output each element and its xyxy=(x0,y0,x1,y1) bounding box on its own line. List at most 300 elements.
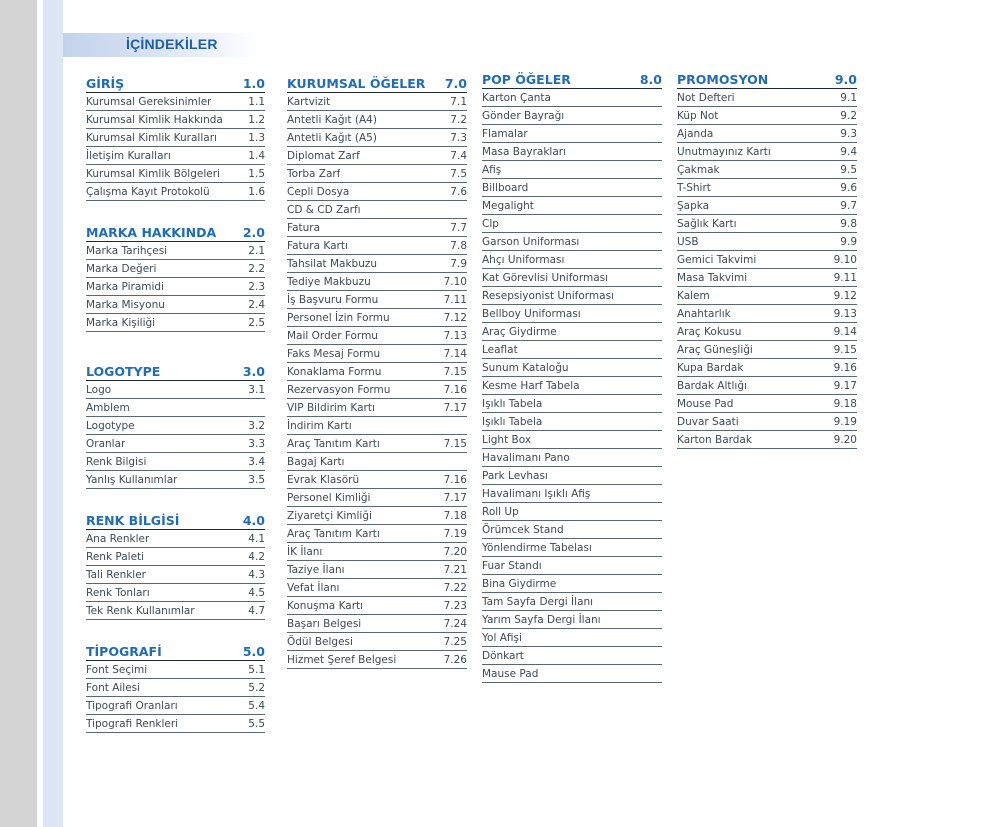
toc-entry[interactable] xyxy=(482,251,662,269)
entry-label: Light Box xyxy=(482,434,532,446)
toc-entry[interactable] xyxy=(287,327,467,345)
section-heading[interactable] xyxy=(482,71,662,89)
toc-column-4 xyxy=(677,71,857,449)
entry-label: Resepsiyonist Uniforması xyxy=(482,290,614,302)
toc-entry[interactable] xyxy=(86,165,265,183)
section-heading[interactable] xyxy=(86,224,265,242)
entry-label: Masa Bayrakları xyxy=(482,146,567,158)
toc-entry[interactable] xyxy=(677,377,857,395)
toc-entry[interactable] xyxy=(287,363,467,381)
entry-number: 4.2 xyxy=(248,551,265,563)
entry-label: Sunum Kataloğu xyxy=(482,362,569,374)
toc-entry[interactable] xyxy=(86,129,265,147)
toc-entry[interactable] xyxy=(482,197,662,215)
toc-section xyxy=(86,512,265,620)
entry-label: VIP Bildirim Kartı xyxy=(287,402,375,414)
toc-entry[interactable] xyxy=(677,359,857,377)
entry-label: Çakmak xyxy=(677,164,720,176)
entry-label: Kartvizit xyxy=(287,96,331,108)
entry-label: Tipografi Oranları xyxy=(86,700,178,712)
toc-entry[interactable] xyxy=(482,611,662,629)
entry-label: Faks Mesaj Formu xyxy=(287,348,381,360)
toc-entry[interactable] xyxy=(482,125,662,143)
toc-entry[interactable] xyxy=(287,147,467,165)
entry-label: Araç Giydirme xyxy=(482,326,557,338)
toc-entry[interactable] xyxy=(287,489,467,507)
entry-label: Araç Tanıtım Kartı xyxy=(287,438,380,450)
toc-entry[interactable] xyxy=(482,557,662,575)
toc-entry[interactable] xyxy=(677,143,857,161)
entry-number: 9.19 xyxy=(833,416,857,428)
entry-label: Mail Order Formu xyxy=(287,330,378,342)
toc-entry[interactable] xyxy=(482,215,662,233)
toc-section xyxy=(86,363,265,489)
toc-entry[interactable] xyxy=(287,291,467,309)
entry-label: İndirim Kartı xyxy=(287,420,352,432)
entry-label: Çalışma Kayıt Protokolü xyxy=(86,186,210,198)
toc-entry[interactable] xyxy=(86,661,265,679)
toc-entry[interactable] xyxy=(287,201,467,219)
toc-entry[interactable] xyxy=(482,485,662,503)
entry-number: 5.2 xyxy=(248,682,265,694)
entry-number: 1.6 xyxy=(248,186,265,198)
entry-label: Sağlık Kartı xyxy=(677,218,737,230)
toc-entry[interactable] xyxy=(677,125,857,143)
entry-number: 9.7 xyxy=(840,200,857,212)
toc-entry[interactable] xyxy=(677,431,857,449)
entry-label: Park Levhası xyxy=(482,470,548,482)
section-number: 8.0 xyxy=(639,72,662,87)
toc-entry[interactable] xyxy=(677,107,857,125)
toc-entry[interactable] xyxy=(287,273,467,291)
entry-label: Rezervasyon Formu xyxy=(287,384,391,396)
entry-label: Fuar Standı xyxy=(482,560,542,572)
entry-number: 7.12 xyxy=(443,312,467,324)
toc-entry[interactable] xyxy=(482,521,662,539)
toc-entry[interactable] xyxy=(287,129,467,147)
section-number: 7.0 xyxy=(444,76,467,91)
toc-section xyxy=(677,71,857,449)
entry-label: Ajanda xyxy=(677,128,714,140)
entry-label: Renk Bilgisi xyxy=(86,456,147,468)
toc-entry[interactable] xyxy=(86,93,265,111)
entry-label: Taziye İlanı xyxy=(287,564,345,576)
entry-label: Tahsilat Makbuzu xyxy=(287,258,378,270)
entry-label: Kurumsal Gereksinimler xyxy=(86,96,212,108)
section-title: POP ÖĞELER xyxy=(482,72,571,87)
entry-number: 3.2 xyxy=(248,420,265,432)
toc-entry[interactable] xyxy=(482,377,662,395)
entry-label: Renk Tonları xyxy=(86,587,150,599)
entry-label: Araç Tanıtım Kartı xyxy=(287,528,380,540)
toc-entry[interactable] xyxy=(677,215,857,233)
toc-entry[interactable] xyxy=(677,161,857,179)
toc-entry[interactable] xyxy=(287,453,467,471)
toc-entry[interactable] xyxy=(287,165,467,183)
entry-label: Işıklı Tabela xyxy=(482,398,543,410)
entry-label: Yarım Sayfa Dergi İlanı xyxy=(482,614,601,626)
entry-number: 7.22 xyxy=(443,582,467,594)
entry-number: 9.3 xyxy=(840,128,857,140)
toc-entry[interactable] xyxy=(86,399,265,417)
toc-entry[interactable] xyxy=(677,413,857,431)
entry-label: Kesme Harf Tabela xyxy=(482,380,580,392)
toc-section xyxy=(86,224,265,332)
toc-section xyxy=(86,643,265,733)
entry-number: 7.7 xyxy=(450,222,467,234)
toc-entry[interactable] xyxy=(287,345,467,363)
toc-entry[interactable] xyxy=(482,647,662,665)
entry-label: Konaklama Formu xyxy=(287,366,382,378)
section-title: LOGOTYPE xyxy=(86,364,161,379)
toc-entry[interactable] xyxy=(287,651,467,669)
entry-label: Marka Kişiliği xyxy=(86,317,156,329)
section-spacer xyxy=(86,201,265,224)
toc-entry[interactable] xyxy=(287,399,467,417)
toc-entry[interactable] xyxy=(287,219,467,237)
entry-label: Evrak Klasörü xyxy=(287,474,360,486)
entry-label: Kurumsal Kimlik Bölgeleri xyxy=(86,168,220,180)
entry-number: 4.5 xyxy=(248,587,265,599)
entry-label: Logo xyxy=(86,384,112,396)
toc-entry[interactable] xyxy=(86,530,265,548)
entry-number: 7.21 xyxy=(443,564,467,576)
entry-label: Megalight xyxy=(482,200,534,212)
entry-number: 9.4 xyxy=(840,146,857,158)
section-title: GİRİŞ xyxy=(86,76,125,91)
section-heading[interactable] xyxy=(86,363,265,381)
entry-number: 5.1 xyxy=(248,664,265,676)
toc-entry[interactable] xyxy=(677,197,857,215)
toc-entry[interactable] xyxy=(677,395,857,413)
toc-entry[interactable] xyxy=(482,269,662,287)
section-number: 5.0 xyxy=(242,644,265,659)
toc-entry[interactable] xyxy=(86,435,265,453)
toc-entry[interactable] xyxy=(482,323,662,341)
toc-entry[interactable] xyxy=(482,89,662,107)
entry-label: Tek Renk Kullanımlar xyxy=(86,605,195,617)
entry-label: Marka Değeri xyxy=(86,263,157,275)
entry-label: Kurumsal Kimlik Kuralları xyxy=(86,132,217,144)
toc-entry[interactable] xyxy=(287,579,467,597)
section-number: 9.0 xyxy=(834,72,857,87)
entry-label: Antetli Kağıt (A5) xyxy=(287,132,377,144)
toc-entry[interactable] xyxy=(482,629,662,647)
entry-label: İş Başvuru Formu xyxy=(287,294,379,306)
toc-entry[interactable] xyxy=(677,269,857,287)
entry-number: 4.7 xyxy=(248,605,265,617)
entry-number: 1.4 xyxy=(248,150,265,162)
toc-entry[interactable] xyxy=(482,341,662,359)
toc-entry[interactable] xyxy=(287,507,467,525)
toc-entry[interactable] xyxy=(287,237,467,255)
toc-entry[interactable] xyxy=(287,471,467,489)
entry-label: Bellboy Uniforması xyxy=(482,308,581,320)
toc-section xyxy=(86,75,265,201)
toc-entry[interactable] xyxy=(287,597,467,615)
toc-entry[interactable] xyxy=(287,417,467,435)
section-title: TİPOGRAFİ xyxy=(86,644,162,659)
toc-entry[interactable] xyxy=(482,593,662,611)
entry-number: 7.11 xyxy=(443,294,467,306)
toc-entry[interactable] xyxy=(287,543,467,561)
left-margin-stripe xyxy=(0,0,37,827)
entry-number: 1.2 xyxy=(248,114,265,126)
toc-entry[interactable] xyxy=(287,255,467,273)
section-title: KURUMSAL ÖĞELER xyxy=(287,76,426,91)
entry-label: Afiş xyxy=(482,164,502,176)
toc-entry[interactable] xyxy=(86,697,265,715)
entry-label: Tediye Makbuzu xyxy=(287,276,371,288)
entry-label: Flamalar xyxy=(482,128,528,140)
page-title: İÇİNDEKİLER xyxy=(126,36,218,52)
left-binding-stripe xyxy=(43,0,63,827)
entry-number: 7.19 xyxy=(443,528,467,540)
entry-label: Araç Güneşliği xyxy=(677,344,753,356)
entry-label: Marka Piramidi xyxy=(86,281,164,293)
entry-number: 4.3 xyxy=(248,569,265,581)
toc-entry[interactable] xyxy=(86,453,265,471)
section-spacer xyxy=(86,620,265,643)
entry-number: 7.26 xyxy=(443,654,467,666)
entry-number: 3.3 xyxy=(248,438,265,450)
entry-label: Antetli Kağıt (A4) xyxy=(287,114,377,126)
entry-number: 7.16 xyxy=(443,384,467,396)
toc-entry[interactable] xyxy=(86,381,265,399)
entry-number: 9.12 xyxy=(833,290,857,302)
entry-label: Karton Çanta xyxy=(482,92,551,104)
toc-column-2 xyxy=(287,75,467,669)
entry-label: Tipografi Renkleri xyxy=(86,718,179,730)
entry-label: Anahtarlık xyxy=(677,308,731,320)
entry-label: Personel İzin Formu xyxy=(287,312,390,324)
toc-entry[interactable] xyxy=(482,539,662,557)
entry-label: Kupa Bardak xyxy=(677,362,744,374)
entry-label: Vefat İlanı xyxy=(287,582,340,594)
toc-entry[interactable] xyxy=(287,633,467,651)
toc-entry[interactable] xyxy=(677,305,857,323)
entry-label: Mouse Pad xyxy=(677,398,734,410)
toc-entry[interactable] xyxy=(482,107,662,125)
section-heading[interactable] xyxy=(86,75,265,93)
entry-number: 9.20 xyxy=(833,434,857,446)
entry-label: Dönkart xyxy=(482,650,524,662)
entry-number: 7.6 xyxy=(450,186,467,198)
toc-entry[interactable] xyxy=(482,143,662,161)
toc-entry[interactable] xyxy=(482,665,662,683)
entry-number: 7.8 xyxy=(450,240,467,252)
toc-section xyxy=(287,75,467,669)
section-number: 3.0 xyxy=(242,364,265,379)
toc-entry[interactable] xyxy=(482,413,662,431)
entry-label: Ziyaretçi Kimliği xyxy=(287,510,372,522)
toc-entry[interactable] xyxy=(86,183,265,201)
toc-entry[interactable] xyxy=(287,111,467,129)
section-heading[interactable] xyxy=(86,512,265,530)
toc-section xyxy=(482,71,662,683)
toc-entry[interactable] xyxy=(677,251,857,269)
entry-label: Yönlendirme Tabelası xyxy=(482,542,592,554)
entry-number: 2.4 xyxy=(248,299,265,311)
entry-label: Tam Sayfa Dergi İlanı xyxy=(482,596,594,608)
toc-entry[interactable] xyxy=(86,471,265,489)
toc-entry[interactable] xyxy=(482,179,662,197)
entry-label: Havalimanı Işıklı Afiş xyxy=(482,488,591,500)
section-heading[interactable] xyxy=(677,71,857,89)
section-spacer xyxy=(86,489,265,512)
entry-number: 5.4 xyxy=(248,700,265,712)
toc-entry[interactable] xyxy=(86,417,265,435)
toc-entry[interactable] xyxy=(677,179,857,197)
toc-entry[interactable] xyxy=(677,323,857,341)
entry-label: Bardak Altlığı xyxy=(677,380,747,392)
section-spacer xyxy=(86,332,265,363)
entry-label: Karton Bardak xyxy=(677,434,752,446)
toc-entry[interactable] xyxy=(86,147,265,165)
entry-label: Marka Tarihçesi xyxy=(86,245,168,257)
toc-entry[interactable] xyxy=(482,161,662,179)
entry-label: Masa Takvimi xyxy=(677,272,748,284)
entry-label: Amblem xyxy=(86,402,130,414)
entry-number: 7.17 xyxy=(443,492,467,504)
entry-label: İletişim Kuralları xyxy=(86,150,171,162)
entry-label: Işıklı Tabela xyxy=(482,416,543,428)
entry-label: USB xyxy=(677,236,699,248)
entry-number: 7.17 xyxy=(443,402,467,414)
toc-entry[interactable] xyxy=(287,615,467,633)
entry-number: 9.5 xyxy=(840,164,857,176)
toc-entry[interactable] xyxy=(482,575,662,593)
toc-entry[interactable] xyxy=(86,602,265,620)
toc-entry[interactable] xyxy=(86,566,265,584)
entry-number: 2.1 xyxy=(248,245,265,257)
toc-entry[interactable] xyxy=(482,467,662,485)
entry-number: 7.1 xyxy=(450,96,467,108)
toc-entry[interactable] xyxy=(86,260,265,278)
toc-entry[interactable] xyxy=(482,449,662,467)
entry-label: Yol Afişi xyxy=(482,632,522,644)
toc-entry[interactable] xyxy=(287,561,467,579)
entry-number: 7.23 xyxy=(443,600,467,612)
entry-number: 9.13 xyxy=(833,308,857,320)
entry-number: 7.5 xyxy=(450,168,467,180)
entry-label: Billboard xyxy=(482,182,529,194)
toc-entry[interactable] xyxy=(677,287,857,305)
toc-entry[interactable] xyxy=(482,431,662,449)
entry-number: 9.10 xyxy=(833,254,857,266)
entry-label: Personel Kimliği xyxy=(287,492,371,504)
entry-number: 9.18 xyxy=(833,398,857,410)
entry-label: Bina Giydirme xyxy=(482,578,557,590)
section-heading[interactable] xyxy=(86,643,265,661)
entry-label: Kurumsal Kimlik Hakkında xyxy=(86,114,223,126)
section-title: RENK BİLGİSİ xyxy=(86,513,180,528)
entry-label: Kat Görevlisi Uniforması xyxy=(482,272,609,284)
entry-label: Renk Paleti xyxy=(86,551,145,563)
toc-entry[interactable] xyxy=(86,715,265,733)
section-heading[interactable] xyxy=(287,75,467,93)
toc-entry[interactable] xyxy=(482,233,662,251)
entry-label: Araç Kokusu xyxy=(677,326,742,338)
toc-entry[interactable] xyxy=(86,242,265,260)
toc-entry[interactable] xyxy=(482,395,662,413)
entry-label: Hizmet Şeref Belgesi xyxy=(287,654,397,666)
toc-entry[interactable] xyxy=(86,296,265,314)
entry-number: 7.15 xyxy=(443,366,467,378)
entry-label: Gönder Bayrağı xyxy=(482,110,565,122)
entry-number: 7.14 xyxy=(443,348,467,360)
section-number: 4.0 xyxy=(242,513,265,528)
toc-entry[interactable] xyxy=(287,183,467,201)
toc-entry[interactable] xyxy=(482,305,662,323)
entry-number: 7.4 xyxy=(450,150,467,162)
entry-label: Garson Uniforması xyxy=(482,236,580,248)
entry-number: 9.17 xyxy=(833,380,857,392)
entry-label: Kalem xyxy=(677,290,710,302)
entry-number: 2.5 xyxy=(248,317,265,329)
toc-entry[interactable] xyxy=(86,278,265,296)
entry-label: Ahçı Uniforması xyxy=(482,254,565,266)
entry-label: Başarı Belgesi xyxy=(287,618,362,630)
toc-entry[interactable] xyxy=(287,309,467,327)
entry-label: Unutmayınız Kartı xyxy=(677,146,771,158)
toc-entry[interactable] xyxy=(287,525,467,543)
entry-label: Fatura xyxy=(287,222,321,234)
section-number: 2.0 xyxy=(242,225,265,240)
entry-label: Havalimanı Pano xyxy=(482,452,570,464)
toc-entry[interactable] xyxy=(482,287,662,305)
entry-number: 9.14 xyxy=(833,326,857,338)
entry-label: Şapka xyxy=(677,200,710,212)
entry-number: 7.9 xyxy=(450,258,467,270)
entry-label: Torba Zarf xyxy=(287,168,341,180)
toc-entry[interactable] xyxy=(86,679,265,697)
toc-entry[interactable] xyxy=(287,93,467,111)
entry-label: CD & CD Zarfı xyxy=(287,204,361,216)
entry-label: Mause Pad xyxy=(482,668,539,680)
entry-number: 3.1 xyxy=(248,384,265,396)
entry-number: 9.9 xyxy=(840,236,857,248)
entry-label: Clp xyxy=(482,218,499,230)
entry-number: 4.1 xyxy=(248,533,265,545)
toc-entry[interactable] xyxy=(287,435,467,453)
toc-entry[interactable] xyxy=(86,314,265,332)
section-title: PROMOSYON xyxy=(677,72,769,87)
toc-entry[interactable] xyxy=(482,359,662,377)
toc-entry[interactable] xyxy=(482,503,662,521)
entry-number: 7.25 xyxy=(443,636,467,648)
toc-entry[interactable] xyxy=(86,548,265,566)
entry-label: Ödül Belgesi xyxy=(287,636,353,648)
toc-entry[interactable] xyxy=(677,233,857,251)
entry-number: 9.16 xyxy=(833,362,857,374)
entry-label: Leaflat xyxy=(482,344,518,356)
entry-number: 9.6 xyxy=(840,182,857,194)
entry-label: Gemici Takvimi xyxy=(677,254,757,266)
entry-number: 7.16 xyxy=(443,474,467,486)
entry-number: 9.8 xyxy=(840,218,857,230)
entry-number: 5.5 xyxy=(248,718,265,730)
toc-entry[interactable] xyxy=(86,584,265,602)
entry-number: 3.4 xyxy=(248,456,265,468)
entry-label: Küp Not xyxy=(677,110,719,122)
toc-entry[interactable] xyxy=(287,381,467,399)
toc-entry[interactable] xyxy=(677,341,857,359)
entry-label: Cepli Dosya xyxy=(287,186,350,198)
section-title: MARKA HAKKINDA xyxy=(86,225,217,240)
toc-entry[interactable] xyxy=(677,89,857,107)
toc-entry[interactable] xyxy=(86,111,265,129)
